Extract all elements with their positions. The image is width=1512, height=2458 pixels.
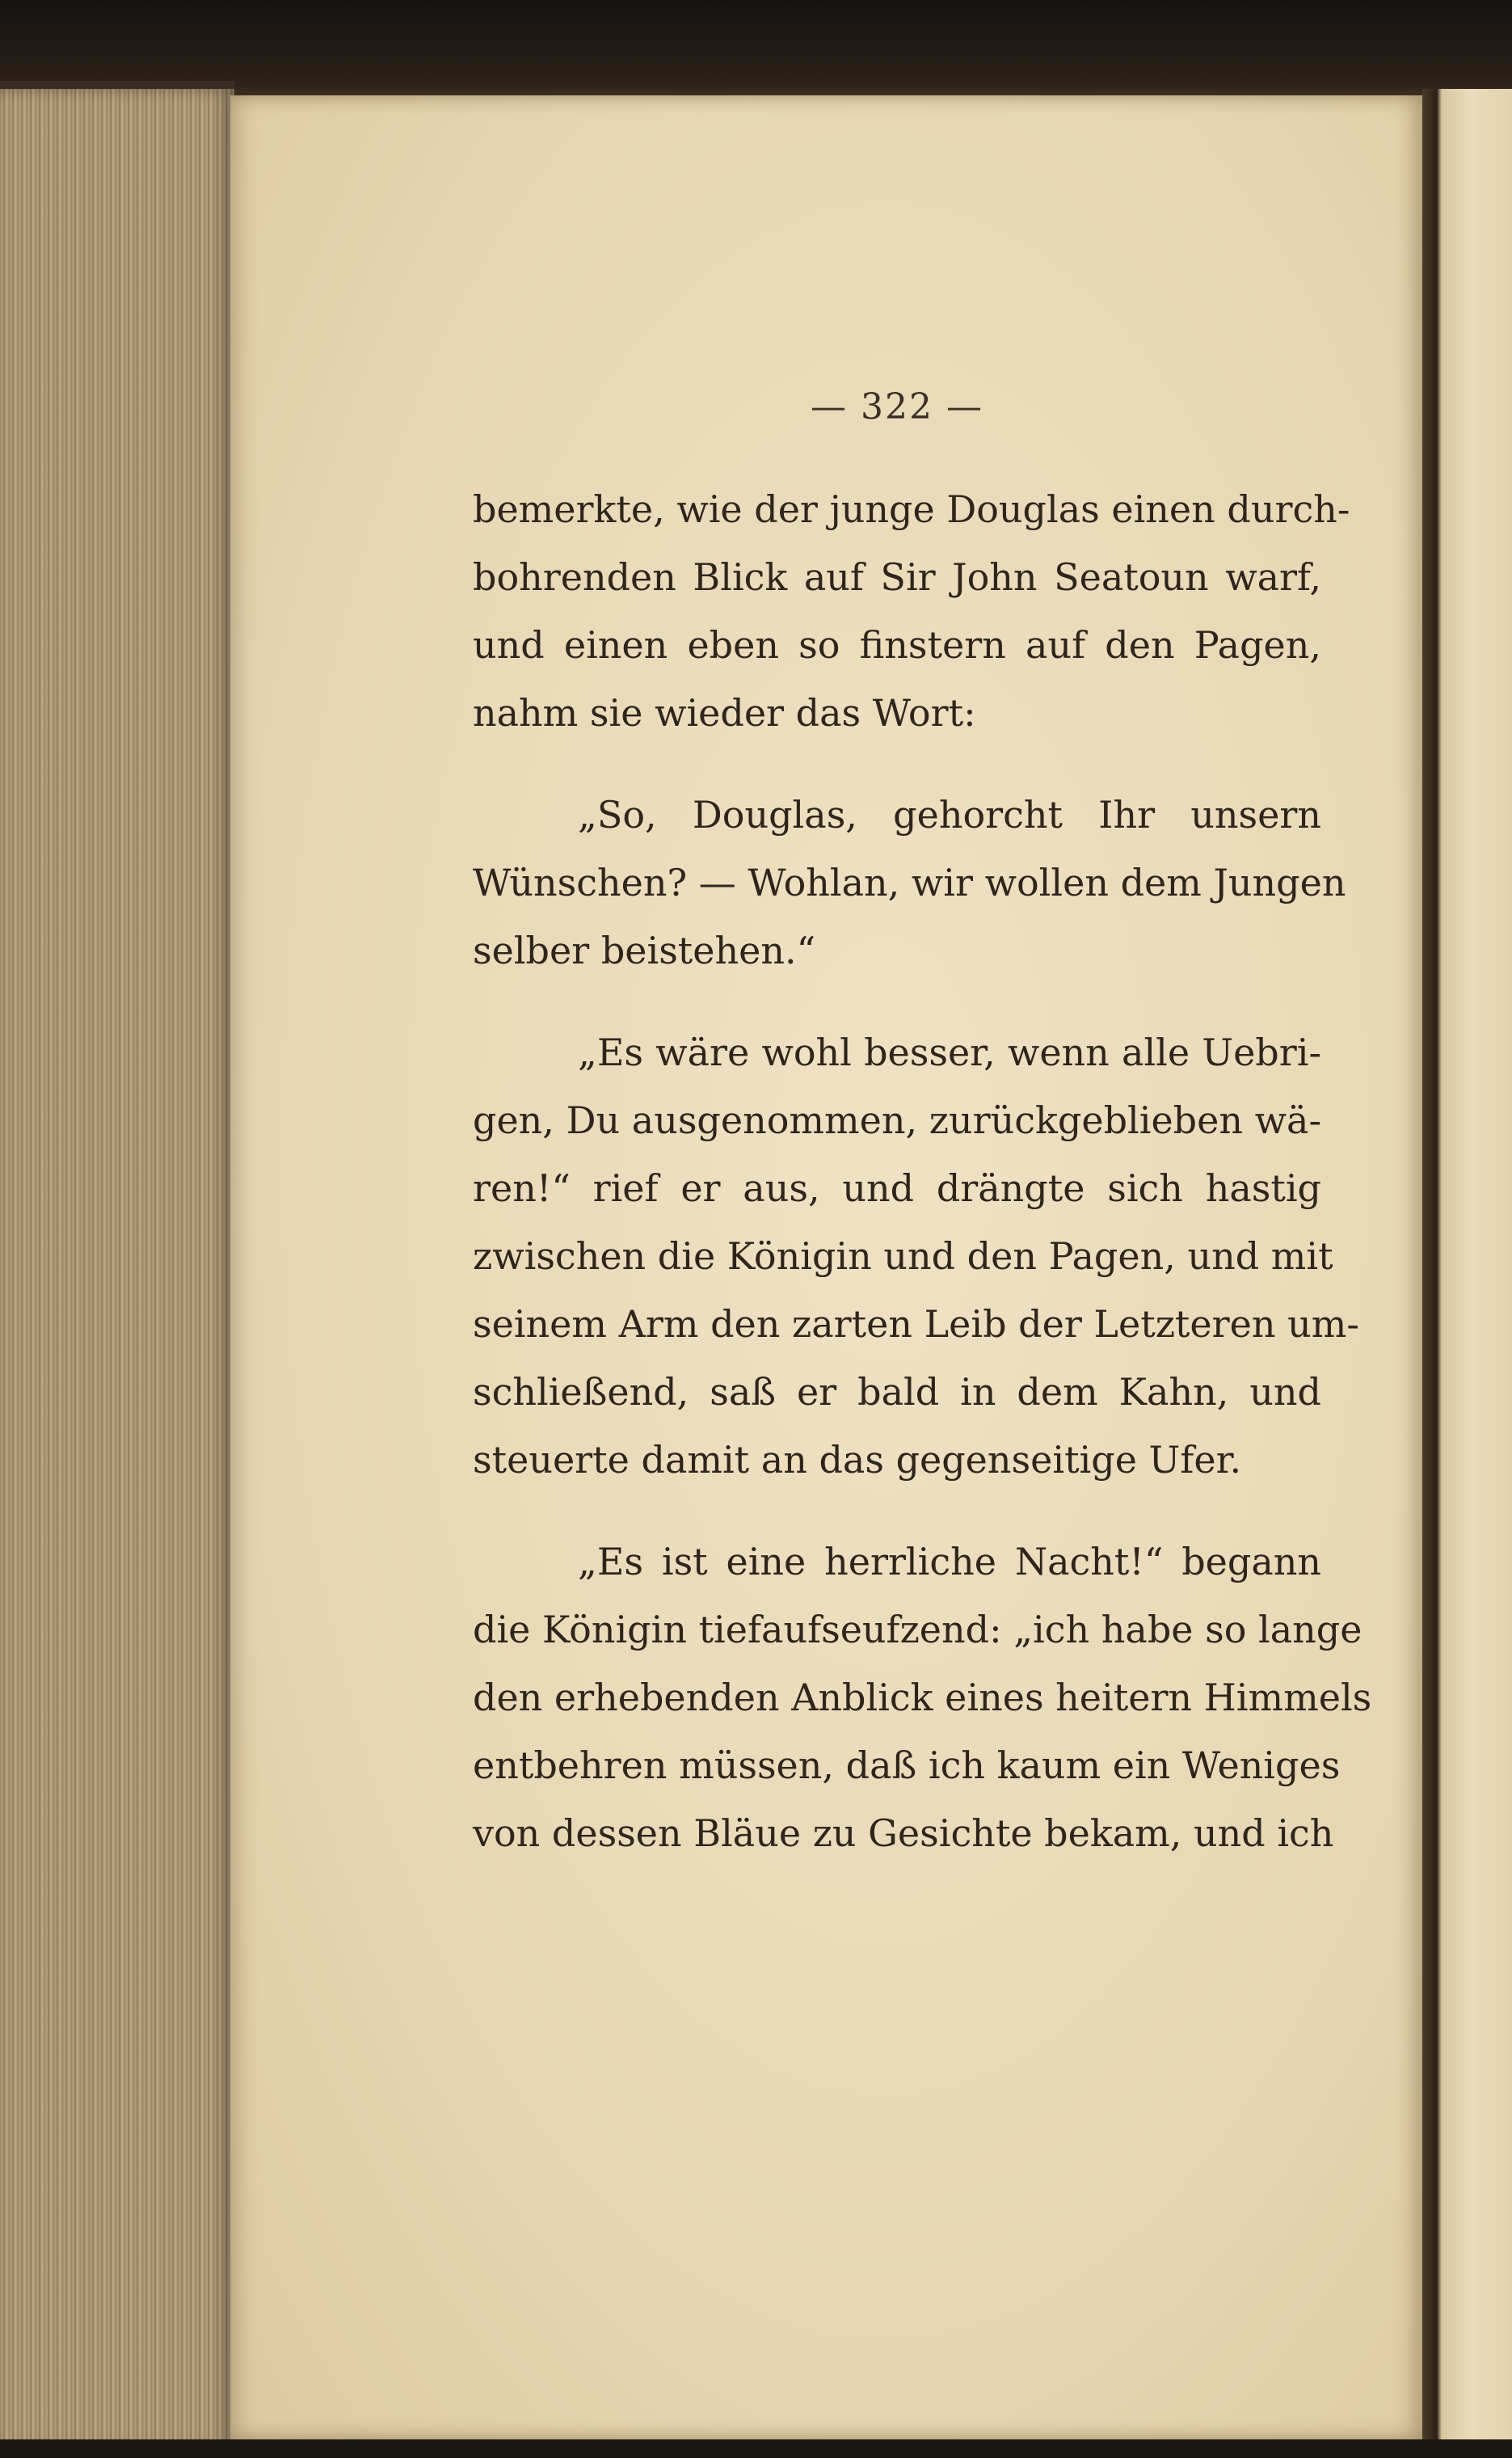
text-line: bohrenden Blick auf Sir John Seatoun warf, bbox=[473, 555, 1321, 599]
text-line: von dessen Bläue zu Gesichte bekam, und ich bbox=[473, 1811, 1334, 1855]
text-line: Wünschen? — Wohlan, wir wollen dem Jungen bbox=[473, 861, 1346, 904]
stacked-page-edges bbox=[0, 89, 234, 2449]
paragraph-1 bbox=[473, 475, 1350, 747]
text-line: steuerte damit an das gegenseitige Ufer. bbox=[473, 1438, 1242, 1482]
text-line: bemerkte, wie der junge Douglas einen durch- bbox=[473, 487, 1350, 531]
scan-background-bottom bbox=[0, 2439, 1512, 2458]
text-line: nahm sie wieder das Wort: bbox=[473, 691, 976, 735]
text-line: „Es ist eine herrliche Nacht!“ begann bbox=[578, 1540, 1321, 1583]
paragraph-4 bbox=[473, 1528, 1372, 1867]
text-line: den erhebenden Anblick eines heitern Himmels bbox=[473, 1676, 1372, 1719]
text-line: entbehren müssen, daß ich kaum ein Weniges bbox=[473, 1743, 1341, 1787]
text-line: zwischen die Königin und den Pagen, und mit bbox=[473, 1234, 1333, 1278]
text-line: „Es wäre wohl besser, wenn alle Uebri- bbox=[578, 1031, 1321, 1074]
page-number: — 322 — bbox=[811, 386, 983, 428]
text-line: ren!“ rief er aus, und drängte sich hastig bbox=[473, 1166, 1321, 1210]
paragraph-3 bbox=[473, 1018, 1359, 1494]
text-line: die Königin tiefaufseufzend: „ich habe so lange bbox=[473, 1608, 1362, 1651]
text-line: gen, Du ausgenommen, zurückgeblieben wä- bbox=[473, 1098, 1321, 1142]
text-line: seinem Arm den zarten Leib der Letzteren um- bbox=[473, 1302, 1359, 1346]
paragraph-2 bbox=[473, 781, 1346, 984]
text-line: selber beistehen.“ bbox=[473, 929, 816, 972]
text-line: schließend, saß er bald in dem Kahn, und bbox=[473, 1370, 1321, 1414]
text-line: und einen eben so finstern auf den Pagen, bbox=[473, 623, 1321, 667]
page-body-text bbox=[473, 475, 1372, 1901]
facing-page-edge bbox=[1422, 89, 1512, 2458]
text-line: „So, Douglas, gehorcht Ihr unsern bbox=[578, 793, 1321, 837]
